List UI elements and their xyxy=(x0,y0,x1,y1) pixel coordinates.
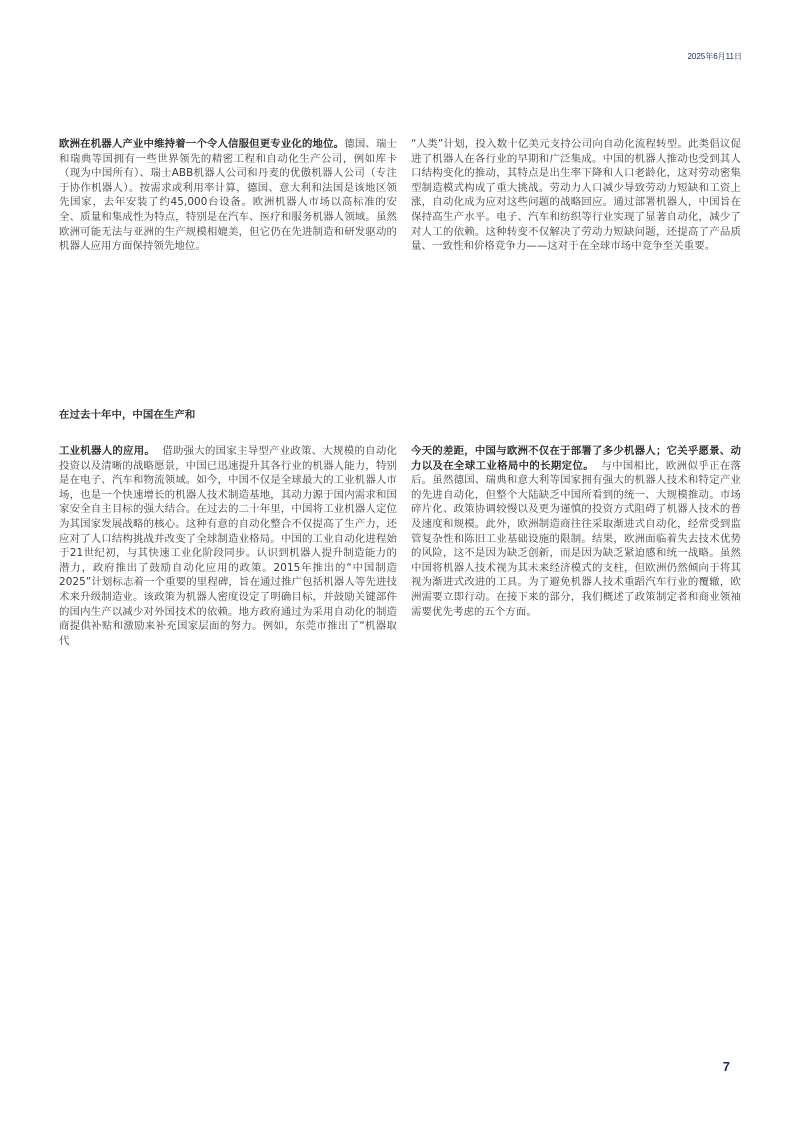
china-robot-plan-paragraph xyxy=(411,137,741,254)
section-heading xyxy=(59,408,397,423)
section-heading-text: 在过去十年中，中国在生产和 xyxy=(59,409,196,421)
gap-china-europe-paragraph xyxy=(411,444,741,619)
header-date: 2025年6月11日 xyxy=(687,52,742,61)
paragraph-body: “人类”计划，投入数十亿美元支持公司向自动化流程转型。此类倡议促进了机器人在各行业的早期和广泛集成。中国的机器人推动也受到其人口结构变化的推动，其特点是出生率下降和人口老龄化，这对劳动密集型制造模式构成了重大挑战。劳动力人口减少导致劳动力短缺和工资上涨，自动化成为应对这些问题的战略回应。通过部署机器人，中国旨在保持高生产水平。电子、汽车和纺织等行业实现了显著自动化，减少了对人工的依赖。这种转变不仅解决了劳动力短缺问题，还提高了产品质量、一致性和价格竞争力——这对于在全球市场中竞争至关重要。 xyxy=(411,138,741,253)
europe-robotics-paragraph xyxy=(59,137,397,254)
paragraph-body: 与中国相比，欧洲似乎正在落后。虽然德国、瑞典和意大利等国家拥有强大的机器人技术和特定产业的先进自动化，但整个大陆缺乏中国所看到的统一、大规模推动。市场碎片化、政策协调较慢以及更为谨慎的投资方式阻碍了机器人技术的普及速度和规模。此外，欧洲制造商往往采取渐进式自动化，经常受到监管复杂性和陈旧工业基础设施的限制。结果，欧洲面临着失去技术优势的风险，这不是因为缺乏创新，而是因为缺乏紧迫感和统一战略。虽然中国将机器人技术视为其未来经济模式的支柱，但欧洲仍然倾向于将其视为渐进式改进的工具。为了避免机器人技术重蹈汽车行业的覆辙，欧洲需要立即行动。在接下来的部分，我们概述了政策制定者和商业领袖需要优先考虑的五个方面。 xyxy=(411,459,741,618)
paragraph-lead: 今天的差距，中国与欧洲不仅在于部署了多少机器人；它关乎愿景、动力以及在全球工业格局中的长期定位。 xyxy=(411,445,741,472)
paragraph-lead: 欧洲在机器人产业中维持着一个令人信服但更专业化的地位。 xyxy=(59,138,345,150)
china-industrial-robot-paragraph xyxy=(59,444,397,648)
page-number: 7 xyxy=(722,1059,730,1074)
paragraph-lead: 工业机器人的应用。 xyxy=(59,445,156,457)
paragraph-body: 借助强大的国家主导型产业政策、大规模的自动化投资以及清晰的战略愿景，中国已迅速提升其各行业的机器人能力，特别是在电子、汽车和物流领域。如今，中国不仅是全球最大的工业机器人市场，也是一个快速增长的机器人技术制造基地，其动力源于国内需求和国家安全自主目标的强大结合。在过去的二十年里，中国将工业机器人定位为其国家发展战略的核心。这种有意的自动化整合不仅提高了生产力，还应对了人口结构挑战并改变了全球制造业格局。中国的工业自动化进程始于21世纪初，与其快速工业化阶段同步。认识到机器人提升制造能力的潜力，政府推出了鼓励自动化应用的政策。2015年推出的“中国制造2025”计划标志着一个重要的里程碑，旨在通过推广包括机器人等先进技术来升级制造业。该政策为机器人密度设定了明确目标，并鼓励关键部件的国内生产以减少对外国技术的依赖。地方政府通过为采用自动化的制造商提供补贴和激励来补充国家层面的努力。例如，东莞市推出了“机器取代 xyxy=(59,445,397,647)
paragraph-body: 德国、瑞士和瑞典等国拥有一些世界领先的精密工程和自动化生产公司，例如库卡（现为中国所有）、瑞士ABB机器人公司和丹麦的优傲机器人公司（专注于协作机器人）。按需求或利用率计算，德国、意大利和法国是该地区领先国家，去年安装了约45,000台设备。欧洲机器人市场以高标准的安全、质量和集成性为特点，特别是在汽车、医疗和服务机器人领域。虽然欧洲可能无法与亚洲的生产规模相媲美，但它仍在先进制造和研发驱动的机器人应用方面保持领先地位。 xyxy=(59,138,397,253)
